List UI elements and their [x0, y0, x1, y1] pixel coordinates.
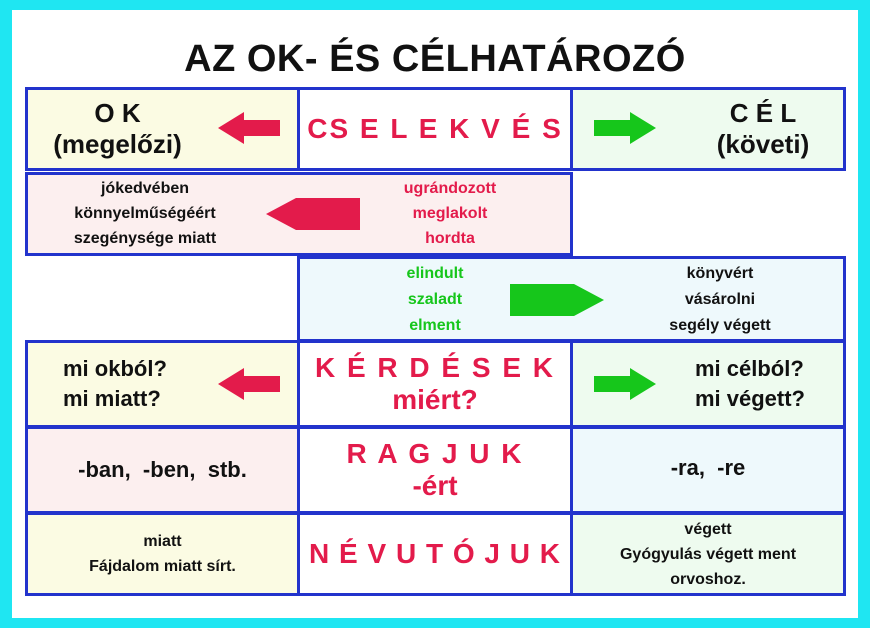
ok-cause-2: könnyelműségéért [74, 205, 216, 222]
cel-verb-3: elment [409, 317, 461, 334]
ok-postposition: miatt [143, 533, 182, 550]
page-title: AZ OK- ÉS CÉLHATÁROZÓ [184, 38, 686, 80]
cel-example-goals [620, 261, 820, 339]
postposition-label-cell [297, 512, 573, 596]
cel-postposition-example-2: orvoshoz. [670, 570, 746, 588]
cel-suffix-cell [570, 426, 846, 514]
cselekves-label: CS E L E K V É S [307, 113, 563, 144]
suffix-sublabel: -ért [412, 470, 458, 501]
cel-suffixes: -ra, -re [670, 455, 746, 480]
questions-label: K É R D É S E K [314, 352, 556, 383]
cel-question-2: mi végett? [694, 386, 805, 411]
ok-suffix-cell [25, 426, 300, 514]
ok-verb-2: meglakolt [412, 205, 488, 222]
ok-question-2: mi miatt? [63, 386, 161, 411]
ok-questions-arrow-left-icon [218, 366, 282, 402]
cel-verb-2: szaladt [407, 291, 463, 308]
cel-sublabel: (követi) [716, 129, 810, 159]
ok-verb-1: ugrándozott [403, 180, 497, 197]
ok-verb-3: hordta [425, 230, 475, 247]
cel-label: C É L [729, 98, 797, 128]
postposition-label: N É V U T Ó J U K [309, 538, 561, 569]
ok-example-verbs [360, 176, 540, 251]
cel-postposition-cell [570, 512, 846, 596]
cel-example-arrow-right-icon [508, 284, 604, 316]
cel-question-1: mi célból? [694, 356, 804, 381]
suffix-label-cell [297, 426, 573, 514]
cel-questions-arrow-right-icon [592, 366, 656, 402]
ok-question-1: mi okból? [63, 356, 167, 381]
cel-verb-1: elindult [406, 265, 464, 282]
cel-arrow-right-icon [592, 110, 656, 146]
ok-label: O K [94, 98, 141, 128]
questions-label-cell [297, 340, 573, 428]
ok-example-arrow-left-icon [266, 198, 362, 230]
ok-arrow-left-icon [218, 110, 282, 146]
cel-postposition-example-1: Gyógyulás végett ment [619, 545, 797, 563]
questions-sublabel: miért? [392, 384, 478, 415]
ok-cause-1: jókedvében [100, 180, 190, 197]
ok-postposition-example: Fájdalom miatt sírt. [89, 558, 236, 575]
ok-postposition-cell [25, 512, 300, 596]
suffix-label: R A G J U K [346, 438, 524, 469]
cel-postposition: végett [684, 520, 732, 538]
ok-example-causes [40, 176, 250, 251]
cselekves-header-cell [297, 87, 573, 171]
cel-example-verbs [355, 261, 515, 339]
ok-sublabel: (megelőzi) [53, 129, 182, 159]
cel-goal-2: vásárolni [684, 291, 756, 308]
ok-suffixes: -ban, -ben, stb. [78, 457, 247, 482]
ok-cause-3: szegénysége miatt [73, 230, 217, 247]
cel-goal-1: könyvért [686, 265, 754, 282]
cel-goal-3: segély végett [669, 317, 771, 334]
